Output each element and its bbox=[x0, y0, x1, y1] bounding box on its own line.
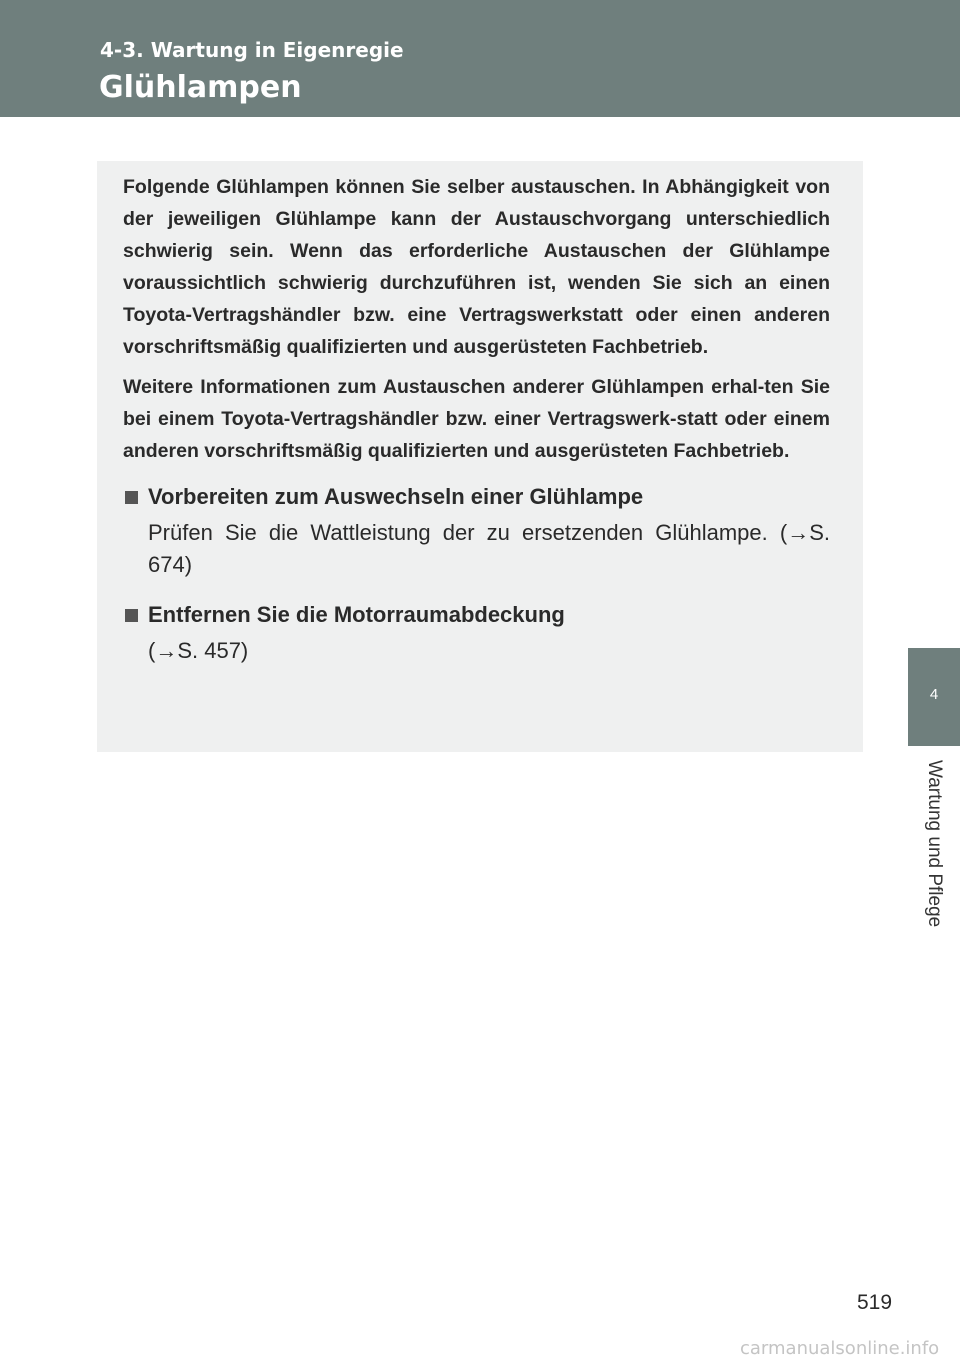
intro-paragraph: Folgende Glühlampen können Sie selber austauschen. In Abhängigkeit von der jeweiligen Glühlampe kann der Austauschvorgang unterschiedlich schwierig sein. Wenn das erforderliche Austauschen der Glühlampe voraussichtlich schwierig durchzuführen ist, wenden Sie sich an einen Toyota-Vertragshändler bzw. eine Vertragswerkstatt oder einen anderen vorschriftsmäßig qualifizierten und ausgerüsteten Fachbetrieb. bbox=[123, 176, 830, 358]
page-title: Glühlampen bbox=[99, 70, 302, 105]
bullet-heading-text: Vorbereiten zum Auswechseln einer Glühlampe bbox=[148, 484, 644, 509]
bullet-heading bbox=[123, 481, 830, 513]
square-bullet-icon bbox=[125, 491, 138, 504]
content-box bbox=[97, 161, 863, 752]
chapter-number: 4 bbox=[929, 686, 939, 703]
page-header bbox=[0, 0, 960, 117]
bullet-heading-text: Entfernen Sie die Motorraumabdeckung bbox=[148, 602, 565, 627]
bullet-text: Prüfen Sie die Wattleistung der zu ersetzenden Glühlampe. (→S. 674) bbox=[148, 520, 830, 577]
page-number: 519 bbox=[857, 1291, 893, 1314]
square-bullet-icon bbox=[125, 609, 138, 622]
section-title: 4-3. Wartung in Eigenregie bbox=[100, 38, 404, 62]
bullet-section-preparation bbox=[123, 481, 830, 581]
bullet-text: (→S. 457) bbox=[148, 638, 249, 663]
chapter-tab bbox=[908, 648, 960, 746]
chapter-label: Wartung und Pflege bbox=[924, 760, 945, 928]
bullet-heading bbox=[123, 599, 830, 631]
info-paragraph: Weitere Informationen zum Austauschen anderer Glühlampen erhal-ten Sie bei einem Toyota-Vertragshändler bzw. einer Vertragswerk-statt oder einem anderen vorschriftsmäßig qualifizierten und ausgerüsteten Fachbetrieb. bbox=[123, 376, 830, 462]
watermark-text: carmanualsonline.info bbox=[740, 1338, 940, 1359]
bullet-section-engine-cover bbox=[123, 599, 830, 667]
